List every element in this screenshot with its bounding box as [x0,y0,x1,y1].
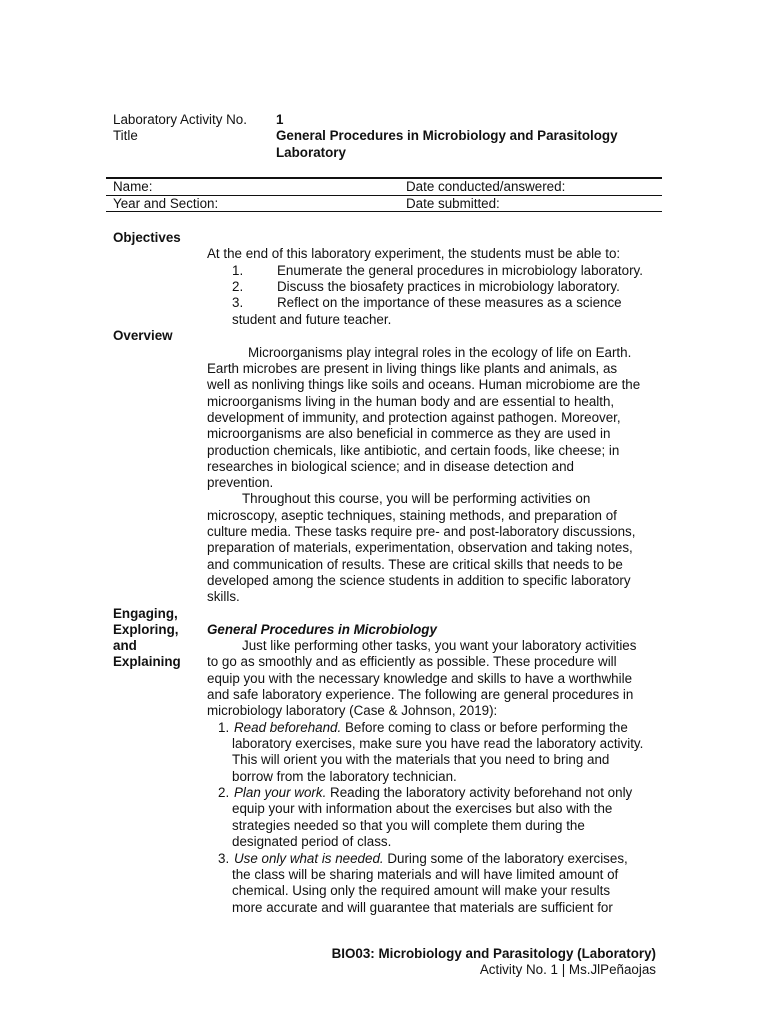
table-bottom-rule [106,211,662,212]
procedure-number: 1. [218,720,230,735]
procedure-text-line: laboratory exercises, make sure you have read the laboratory activity. [232,736,644,751]
title-label: Title [113,128,138,143]
overview-paragraph-2-line: culture media. These tasks require pre- and post-laboratory discussions, [207,524,636,539]
date-submitted-label: Date submitted: [406,196,500,211]
objectives-intro: At the end of this laboratory experiment, the students must be able to: [207,246,621,261]
activity-number-label: Laboratory Activity No. [113,112,247,127]
overview-paragraph-2-line: preparation of materials, experimentation, observation and taking notes, [207,540,633,555]
overview-paragraph-2-line: microscopy, aseptic techniques, staining methods, and preparation of [207,508,617,523]
procedure-number: 2. [218,785,230,800]
overview-paragraph-1-line: well as nonliving things like soils and oceans. Human microbiome are the [207,377,641,392]
procedure-text-line: designated period of class. [232,834,392,849]
objective-number: 1. [232,263,244,278]
activity-title-line-1: General Procedures in Microbiology and Parasitology [276,128,618,143]
procedure-text: During some of the laboratory exercises, [383,851,628,866]
objective-text: Enumerate the general procedures in microbiology laboratory. [277,263,643,278]
footer-activity-info: Activity No. 1 | Ms.JlPeñaojas [479,962,656,977]
procedure-text: Reading the laboratory activity beforehand not only [326,785,633,800]
procedure-lead: Read beforehand. [234,720,342,735]
engaging-heading: Explaining [113,654,181,669]
engaging-heading: and [113,638,137,653]
overview-paragraph-1-line: development of immunity, and protection against pathogen. Moreover, [207,410,621,425]
overview-paragraph-1-line: prevention. [207,475,274,490]
engaging-intro-line: and safe laboratory experience. The following are general procedures in [207,687,634,702]
procedure-text-line: the class will be sharing materials and will have limited amount of [232,867,619,882]
procedure-lead: Plan your work. [234,785,327,800]
section-subheading: General Procedures in Microbiology [207,622,437,637]
activity-number-value: 1 [276,112,284,127]
overview-paragraph-1-line: Earth microbes are present in living things like plants and animals, as [207,361,618,376]
activity-title-line-2: Laboratory [276,145,346,160]
objective-text-continued: student and future teacher. [232,312,392,327]
procedure-item-first-line [234,785,632,801]
engaging-intro-line: microbiology laboratory (Case & Johnson, 2019): [207,703,498,718]
procedure-text: Before coming to class or before performing the [341,720,628,735]
footer-course-title: BIO03: Microbiology and Parasitology (Laboratory) [331,946,656,961]
procedure-item-first-line [234,851,628,867]
procedure-item-first-line [234,720,628,736]
objective-number: 3. [232,295,244,310]
overview-heading: Overview [113,328,173,343]
name-field-label: Name: [113,179,153,194]
procedure-text-line: This will orient you with the materials that you need to bring and [232,752,610,767]
table-top-rule [106,177,662,179]
objective-text: Reflect on the importance of these measures as a science [277,295,622,310]
date-conducted-label: Date conducted/answered: [406,179,566,194]
engaging-intro-line: to go as smoothly and as efficiently as possible. These procedure will [207,654,617,669]
procedure-text-line: equip your with information about the exercises but also with the [232,801,613,816]
procedure-text-line: borrow from the laboratory technician. [232,769,457,784]
overview-paragraph-1-line: Microorganisms play integral roles in the ecology of life on Earth. [248,345,632,360]
overview-paragraph-1-line: microorganisms living in the human body and are essential to health, [207,394,615,409]
engaging-heading: Exploring, [113,622,179,637]
year-section-label: Year and Section: [113,196,219,211]
procedure-text-line: chemical. Using only the required amount will make your results [232,883,611,898]
procedure-text-line: strategies needed so that you will complete them during the [232,818,585,833]
procedure-lead: Use only what is needed. [234,851,384,866]
overview-paragraph-1-line: production chemicals, like antibiotic, and certain foods, like cheese; in [207,443,620,458]
overview-paragraph-2-line: Throughout this course, you will be performing activities on [242,491,591,506]
engaging-intro-line: Just like performing other tasks, you want your laboratory activities [242,638,637,653]
engaging-heading: Engaging, [113,606,178,621]
overview-paragraph-2-line: skills. [207,589,240,604]
overview-paragraph-1-line: researches in biological science; and in disease detection and [207,459,574,474]
objective-number: 2. [232,279,244,294]
overview-paragraph-2-line: and communication of results. These are critical skills that needs to be [207,557,623,572]
procedure-text-line: more accurate and will guarantee that materials are sufficient for [232,900,613,915]
engaging-intro-line: equip you with the necessary knowledge and skills to have a worthwhile [207,671,633,686]
overview-paragraph-1-line: microorganisms are also beneficial in commerce as they are used in [207,426,611,441]
overview-paragraph-2-line: developed among the science students in addition to specific laboratory [207,573,631,588]
procedure-number: 3. [218,851,230,866]
objective-text: Discuss the biosafety practices in microbiology laboratory. [277,279,620,294]
objectives-heading: Objectives [113,230,181,245]
